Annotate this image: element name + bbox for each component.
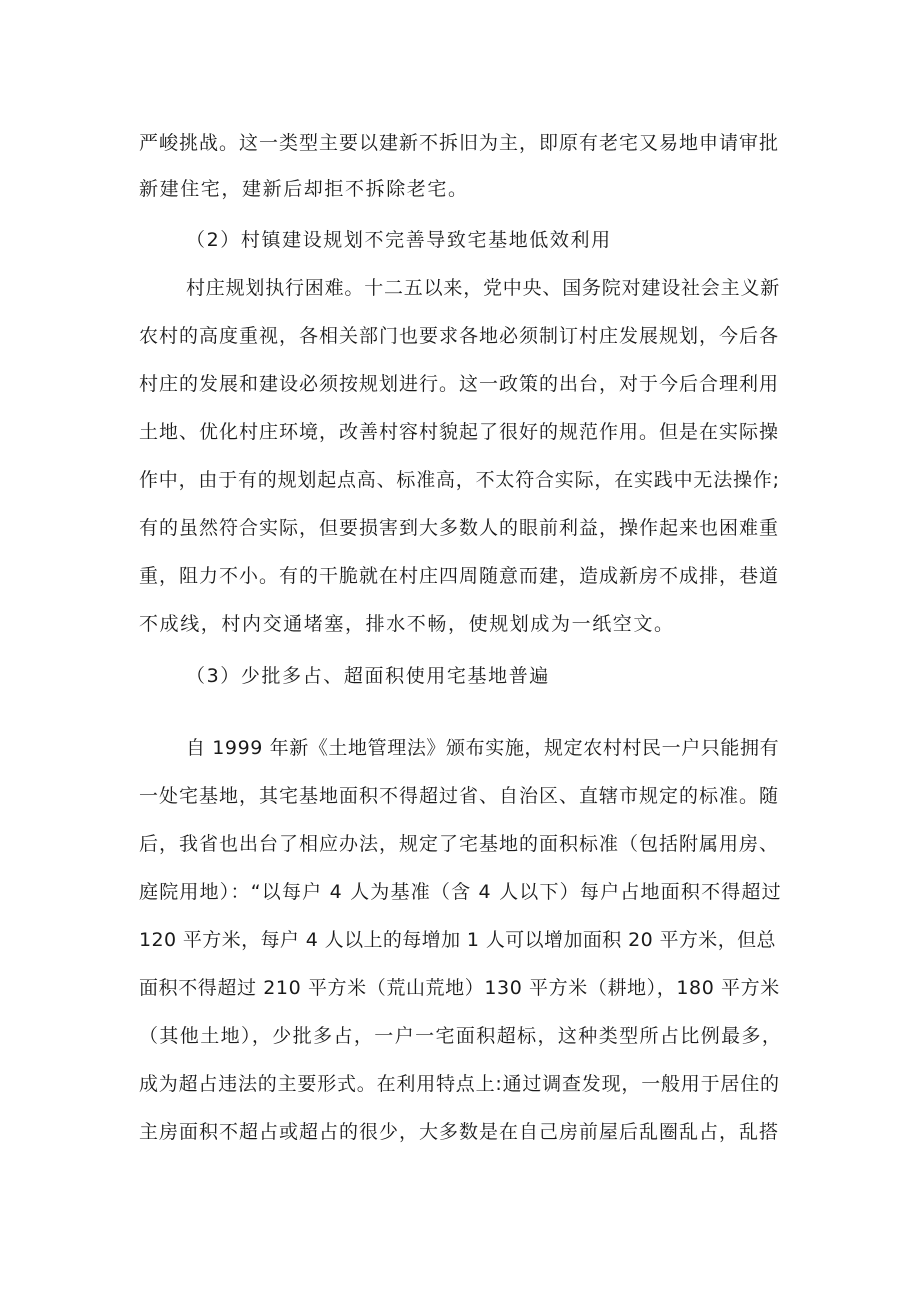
text-line: 主房面积不超占或超占的很少，大多数是在自己房前屋后乱圈乱占，乱搭	[139, 1121, 780, 1143]
text-line: 自 1999 年新《土地管理法》颁布实施，规定农村村民一户只能拥有	[186, 737, 780, 759]
text-line: 庭院用地）：“以每户 4 人为基准（含 4 人以下）每户占地面积不得超过	[139, 881, 782, 903]
text-line: 重，阻力不小。有的干脆就在村庄四周随意而建，造成新房不成排，巷道	[139, 565, 780, 587]
text-line: 面积不得超过 210 平方米（荒山荒地）130 平方米（耕地），180 平方米	[139, 977, 780, 999]
section-heading: （3）少批多占、超面积使用宅基地普遍	[186, 665, 550, 687]
text-line: 土地、优化村庄环境，改善村容村貌起了很好的规范作用。但是在实际操	[139, 421, 780, 443]
text-line: 严峻挑战。这一类型主要以建新不拆旧为主，即原有老宅又易地申请审批	[139, 132, 780, 154]
text-line: 有的虽然符合实际，但要损害到大多数人的眼前利益，操作起来也困难重	[139, 517, 780, 539]
text-line: 作中，由于有的规划起点高、标准高，不太符合实际，在实践中无法操作;	[139, 469, 780, 491]
text-line: 一处宅基地，其宅基地面积不得超过省、自治区、直辖市规定的标准。随	[139, 785, 780, 807]
text-line: 农村的高度重视，各相关部门也要求各地必须制订村庄发展规划，今后各	[139, 325, 780, 347]
text-line: （其他土地），少批多占，一户一宅面积超标，这种类型所占比例最多，	[139, 1025, 783, 1047]
text-line: 新建住宅，建新后却拒不拆除老宅。	[139, 178, 469, 200]
text-line: 成为超占违法的主要形式。在利用特点上:通过调查发现，一般用于居住的	[139, 1073, 780, 1095]
text-line: 不成线，村内交通堵塞，排水不畅，使规划成为一纸空文。	[139, 613, 675, 635]
text-line: 120 平方米，每户 4 人以上的每增加 1 人可以增加面积 20 平方米，但总	[139, 929, 776, 951]
section-heading: （2）村镇建设规划不完善导致宅基地低效利用	[186, 229, 612, 251]
text-line: 村庄的发展和建设必须按规划进行。这一政策的出台，对于今后合理利用	[139, 373, 780, 395]
text-line: 村庄规划执行困难。十二五以来，党中央、国务院对建设社会主义新	[186, 277, 781, 299]
text-line: 后，我省也出台了相应办法，规定了宅基地的面积标准（包括附属用房、	[139, 833, 780, 855]
